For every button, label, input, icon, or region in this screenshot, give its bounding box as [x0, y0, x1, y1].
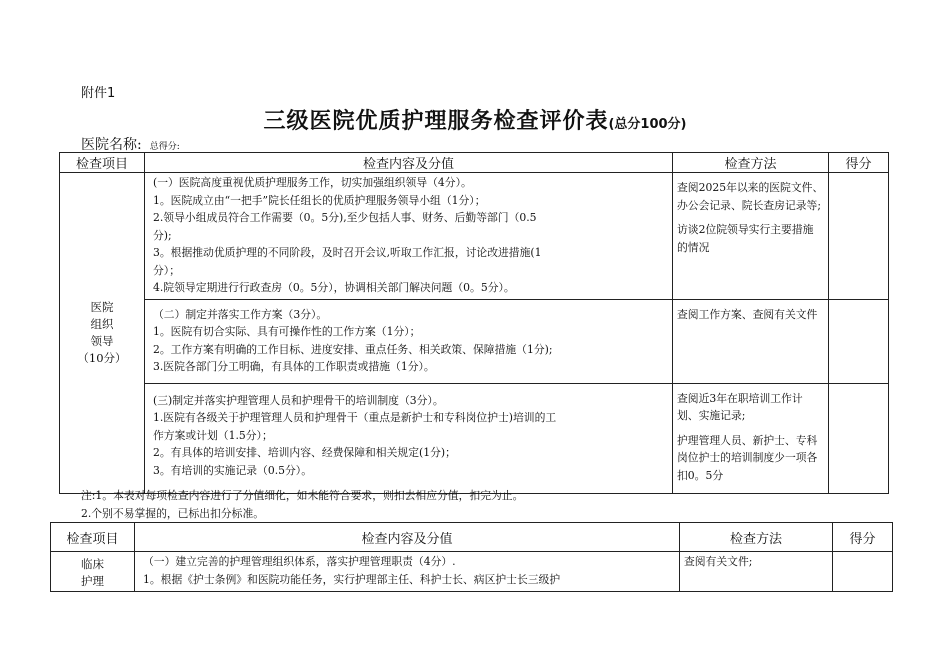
table-row	[60, 173, 889, 300]
table1-header-row	[60, 153, 889, 173]
content-line: （一）建立完善的护理管理组织体系，落实护理管理职责（4分）.	[143, 555, 456, 568]
content-line: 1。医院有切合实际、具有可操作性的工作方案（1分）；	[153, 325, 421, 338]
hospital-name-label: 医院名称:	[81, 137, 142, 153]
content-line: (一）医院高度重视优质护理服务工作，切实加强组织领导（4分）。	[153, 176, 472, 189]
header-method: 检查方法	[673, 153, 829, 173]
method-text: 查阅近3年在职培训工作计划、实施记录;	[677, 391, 803, 422]
method-cell	[673, 299, 829, 383]
content-line: 分）；	[153, 263, 180, 277]
category-line: 医院	[90, 300, 114, 314]
method-text: 护理管理人员、新护士、专科岗位护士的培训制度少一项各扣0。5分	[677, 433, 818, 482]
content-cell	[145, 383, 673, 494]
content-line: 2。工作方案有明确的工作目标、进度安排、重点任务、相关政策、保障措施（1分);	[153, 342, 553, 356]
method-text: 查阅2025年以来的医院文件、办公会记录、院长查房记录等;	[677, 181, 824, 212]
content-line: 1.医院有各级关于护理管理人员和护理骨干（重点是新护士和专科岗位护士)培训的工	[153, 411, 557, 424]
header-content: 检查内容及分值	[145, 153, 673, 173]
header-method: 检查方法	[680, 523, 833, 552]
header-content: 检查内容及分值	[135, 523, 680, 552]
category-cell	[51, 552, 135, 592]
method-cell	[680, 552, 833, 592]
content-line: （二）制定并落实工作方案（3分）。	[153, 307, 328, 321]
score-cell[interactable]	[829, 173, 889, 300]
note-line: 注:1。本表对每项检查内容进行了分值细化，如未能符合要求，则扣去相应分值，扣完为止。	[81, 489, 524, 502]
header-score: 得分	[833, 523, 893, 552]
page-title	[0, 104, 950, 135]
content-line: 2。有具体的培训安排、培训内容、经费保障和相关规定(1分)；	[153, 446, 456, 459]
attachment-label: 附件1	[81, 86, 116, 101]
evaluation-table-2	[50, 522, 893, 592]
evaluation-table-1	[59, 152, 889, 494]
header-item: 检查项目	[51, 523, 135, 552]
table-row	[60, 383, 889, 494]
method-text: 查阅有关文件;	[684, 555, 753, 568]
header-item: 检查项目	[60, 153, 145, 173]
method-cell	[673, 383, 829, 494]
category-line: （10分）	[77, 351, 127, 365]
content-line: 2.领导小组成员符合工作需要（0。5分),至少包括人事、财务、后勤等部门（0.5	[153, 211, 537, 224]
notes	[81, 487, 523, 523]
category-line: 临床	[81, 557, 104, 571]
content-line: 3。根据推动优质护理的不同阶段，及时召开会议,听取工作汇报，讨论改进措施(1	[153, 246, 542, 259]
content-line: 作方案或计划（1.5分）；	[153, 428, 273, 442]
method-text: 查阅工作方案、查阅有关文件	[677, 307, 818, 321]
category-cell	[60, 173, 145, 494]
content-cell	[145, 299, 673, 383]
content-line: 分);	[153, 228, 172, 242]
content-cell	[135, 552, 680, 592]
content-line: (三)制定并落实护理管理人员和护理骨干的培训制度（3分）。	[153, 393, 444, 407]
method-text: 访谈2位院领导实行主要措施的情况	[677, 223, 814, 254]
title-main: 三级医院优质护理服务检查评价表	[263, 109, 609, 134]
category-line: 护理	[81, 574, 104, 588]
content-line: 3。有培训的实施记录（0.5分）。	[153, 463, 312, 477]
content-line: 3.医院各部门分工明确，有具体的工作职责或措施（1分）。	[153, 360, 435, 373]
score-cell[interactable]	[833, 552, 893, 592]
score-cell[interactable]	[829, 383, 889, 494]
total-score-label: 总得分:	[149, 142, 180, 152]
content-line: 1。根据《护士条例》和医院功能任务，实行护理部主任、科护士长、病区护士长三级护	[143, 572, 561, 586]
method-cell	[673, 173, 829, 300]
header-score: 得分	[829, 153, 889, 173]
score-cell[interactable]	[829, 299, 889, 383]
content-line: 4.院领导定期进行行政查房（0。5分），协调相关部门解决问题（0。5分）。	[153, 281, 515, 294]
content-cell	[145, 173, 673, 300]
hospital-name-line	[81, 134, 180, 154]
content-line: 1。医院成立由“一把手”院长任组长的优质护理服务领导小组（1分）；	[153, 193, 486, 207]
table-row	[60, 299, 889, 383]
table2-header-row	[51, 523, 893, 552]
note-line: 2.个别不易掌握的，已标出扣分标准。	[81, 507, 265, 520]
title-total-score: (总分100分)	[608, 117, 687, 132]
category-line: 领导	[90, 334, 114, 348]
category-line: 组织	[90, 317, 114, 331]
table-row	[51, 552, 893, 592]
